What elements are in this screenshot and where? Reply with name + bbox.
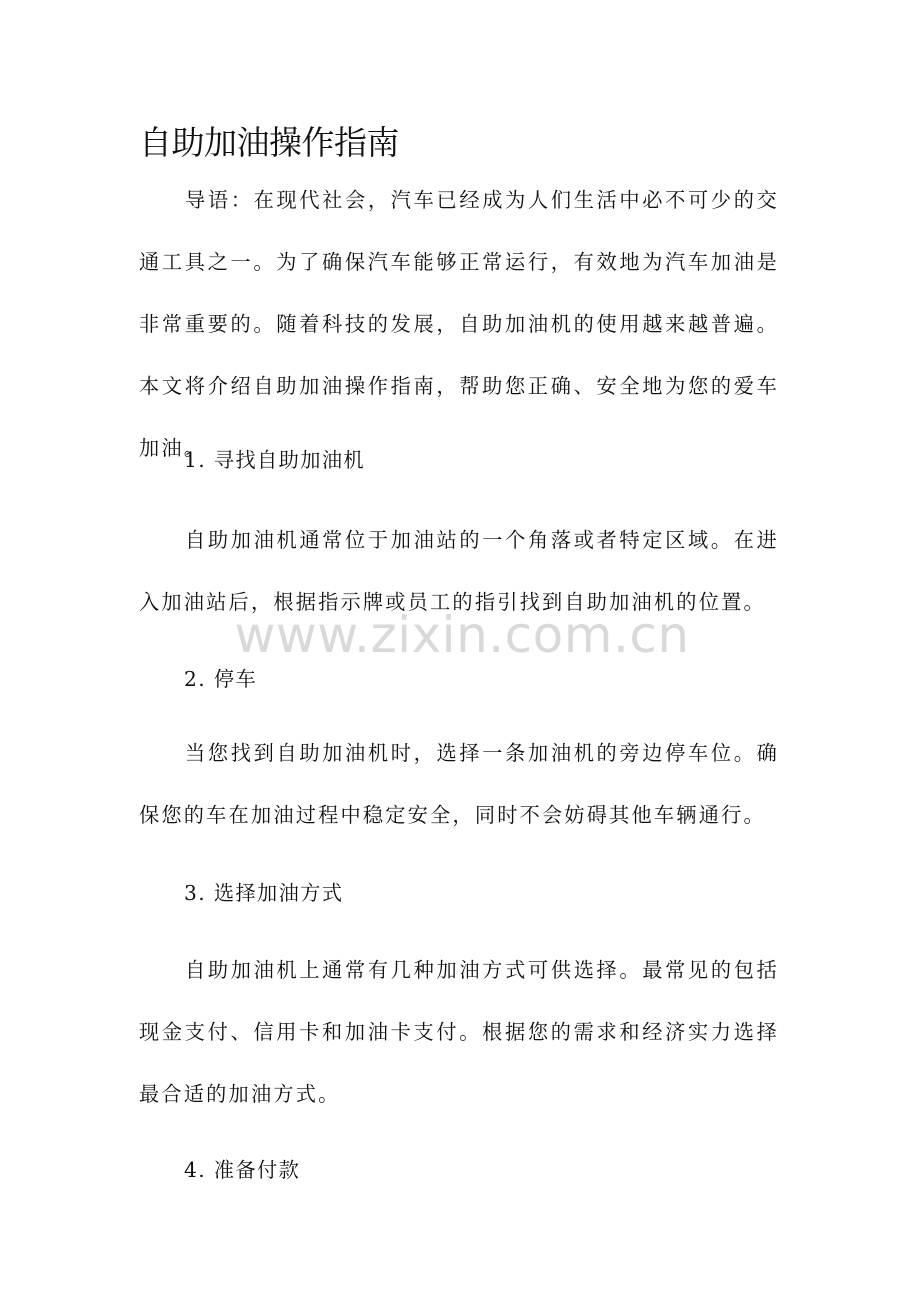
section-body-2: 当您找到自助加油机时，选择一条加油机的旁边停车位。确保您的车在加油过程中稳定安全，同时不会妨碍其他车辆通行。 xyxy=(139,741,779,827)
intro-paragraph: 导语：在现代社会，汽车已经成为人们生活中必不可少的交通工具之一。为了确保汽车能够正常运行，有效地为汽车加油是非常重要的。随着科技的发展，自助加油机的使用越来越普遍。本文将介绍自助加油操作指南，帮助您正确、安全地为您的爱车加油。 xyxy=(139,188,779,460)
section-heading-3: 3. 选择加油方式 xyxy=(184,881,344,905)
watermark-text: www.zixin.com.cn xyxy=(234,606,690,664)
section-heading-4: 4. 准备付款 xyxy=(184,1158,301,1182)
section-body-1: 自助加油机通常位于加油站的一个角落或者特定区域。在进入加油站后，根据指示牌或员工的指引找到自助加油机的位置。 xyxy=(139,528,779,614)
section-heading-2: 2. 停车 xyxy=(184,667,258,691)
section-heading-1: 1. 寻找自助加油机 xyxy=(184,448,365,472)
document-title: 自助加油操作指南 xyxy=(139,123,399,162)
section-body-3: 自助加油机上通常有几种加油方式可供选择。最常见的包括现金支付、信用卡和加油卡支付。根据您的需求和经济实力选择最合适的加油方式。 xyxy=(139,958,779,1106)
